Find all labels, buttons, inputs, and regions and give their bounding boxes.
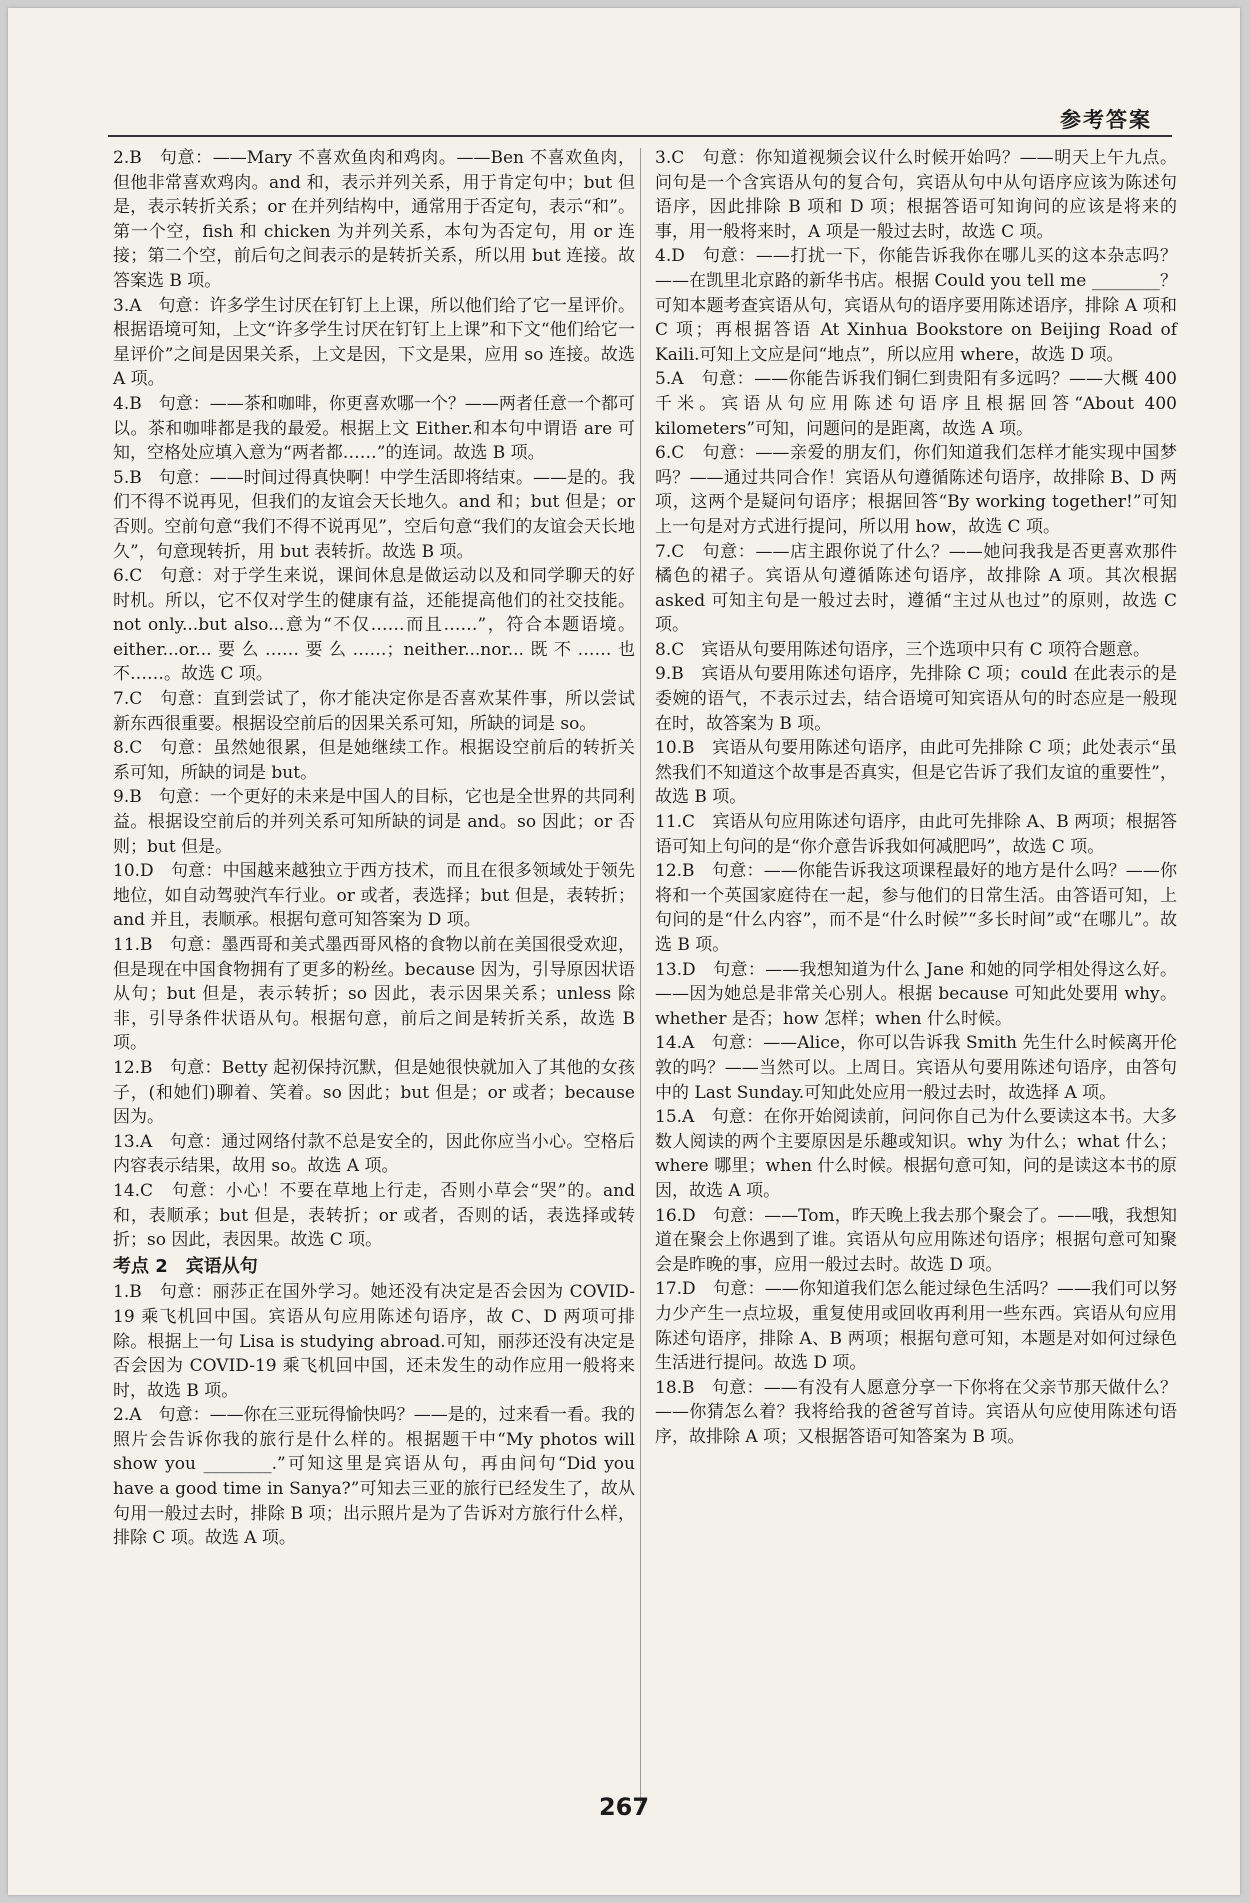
answer-item: 8.C 宾语从句要用陈述句语序，三个选项中只有 C 项符合题意。 bbox=[655, 639, 1151, 660]
answer-item: 2.B 句意：——Mary 不喜欢鱼肉和鸡肉。——Ben 不喜欢鱼肉，但他非常喜欢鸡肉。and 和，表示并列关系，用于肯定句中；but 但是，表示转折关系；or 在并列结构中，通常用于否定句，表示“和”。第一个空，fish 和 chicken 为并列关系，本句为否定句，用 or 连接；第二个空，前后句之间表示的是转折关系，所以用 but 连接。故答案选 B 项。 bbox=[113, 148, 635, 291]
answer-item: 5.B 句意：——时间过得真快啊！中学生活即将结束。——是的。我们不得不说再见，但我们的友谊会天长地久。and 和；but 但是；or 否则。空前句意“我们不得不说再见”，空后句意“我们的友谊会天长地久”，句意现转折，用 but 表转折。故选 B 项。 bbox=[113, 467, 635, 562]
answer-item: 14.C 句意：小心！不要在草地上行走，否则小草会“哭”的。and 和，表顺承；but 但是，表转折；or 或者，否则的话，表选择或转折；so 因此，表因果。故选 C 项。 bbox=[113, 1180, 635, 1251]
left-column bbox=[113, 146, 635, 1551]
answer-item: 3.C 句意：你知道视频会议什么时候开始吗？——明天上午九点。问句是一个含宾语从句的复合句，宾语从句中从句语序应该为陈述句语序，因此排除 B 项和 D 项；根据答语可知询问的应该是将来的事，用一般将来时，A 项是一般过去时，故选 C 项。 bbox=[655, 148, 1177, 242]
answer-item: 11.C 宾语从句应用陈述句语序，由此可先排除 A、B 两项；根据答语可知上句问的是“你介意告诉我如何减肥吗”，故选 C 项。 bbox=[655, 812, 1177, 857]
answer-item: 9.B 句意：一个更好的未来是中国人的目标，它也是全世界的共同利益。根据设空前后的并列关系可知所缺的词是 and。so 因此；or 否则；but 但是。 bbox=[113, 787, 635, 857]
answer-item: 17.D 句意：——你知道我们怎么能过绿色生活吗？——我们可以努力少产生一点垃圾，重复使用或回收再利用一些东西。宾语从句应用陈述句语序，排除 A、B 两项；根据句意可知，本题是对如何过绿色生活进行提问。故选 D 项。 bbox=[655, 1279, 1177, 1374]
answer-item: 14.A 句意：——Alice，你可以告诉我 Smith 先生什么时候离开伦敦的吗？——当然可以。上周日。宾语从句要用陈述句语序，由答句中的 Last Sunday.可知此处应用一般过去时，故选择 A 项。 bbox=[655, 1033, 1177, 1103]
answer-item: 13.D 句意：——我想知道为什么 Jane 和她的同学相处得这么好。——因为她总是非常关心别人。根据 because 可知此处要用 why。whether 是否；how 怎样；when 什么时候。 bbox=[655, 959, 1177, 1029]
page-number: 267 bbox=[598, 1793, 650, 1821]
right-column bbox=[655, 146, 1177, 1449]
answer-item: 11.B 句意：墨西哥和美式墨西哥风格的食物以前在美国很受欢迎，但是现在中国食物拥有了更多的粉丝。because 因为，引导原因状语从句；but 但是，表示转折；so 因此，表示因果关系；unless 除非，引导条件状语从句。根据句意，前后之间是转折关系，故选 B 项。 bbox=[113, 935, 635, 1054]
answer-item: 12.B 句意：——你能告诉我这项课程最好的地方是什么吗？——你将和一个英国家庭待在一起，参与他们的日常生活。由答语可知，上句问的是“什么内容”，而不是“什么时候”“多长时间”或“在哪儿”。故选 B 项。 bbox=[655, 861, 1177, 955]
answer-item: 5.A 句意：——你能告诉我们铜仁到贵阳有多远吗？——大概 400 千米。宾语从句应用陈述句语序且根据回答“About 400 kilometers”可知，问题问的是距离，故选 A 项。 bbox=[655, 369, 1177, 439]
answer-item: 4.B 句意：——茶和咖啡，你更喜欢哪一个？——两者任意一个都可以。茶和咖啡都是我的最爱。根据上文 Either.和本句中谓语 are 可知，空格处应填入意为“两者都……”的连词。故选 B 项。 bbox=[113, 393, 635, 464]
answer-key-page bbox=[8, 8, 1240, 1895]
section-title: 考点 2 宾语从句 bbox=[113, 1255, 258, 1277]
answer-item: 6.C 句意：对于学生来说，课间休息是做运动以及和同学聊天的好时机。所以，它不仅对学生的健康有益，还能提高他们的社交技能。not only...but also...意为“不仅……而且……”，符合本题语境。either...or...要么……要么……；neither...nor...既不……也不……。故选 C 项。 bbox=[113, 566, 635, 685]
answer-item: 12.B 句意：Betty 起初保持沉默，但是她很快就加入了其他的女孩子，(和她们)聊着、笑着。so 因此；but 但是；or 或者；because 因为。 bbox=[113, 1057, 635, 1128]
answer-item: 10.B 宾语从句要用陈述句语序，由此可先排除 C 项；此处表示“虽然我们不知道这个故事是否真实，但是它告诉了我们友谊的重要性”，故选 B 项。 bbox=[655, 738, 1177, 808]
answer-item: 8.C 句意：虽然她很累，但是她继续工作。根据设空前后的转折关系可知，所缺的词是 but。 bbox=[113, 738, 635, 783]
answer-item: 3.A 句意：许多学生讨厌在钉钉上上课，所以他们给了它一星评价。根据语境可知，上文“许多学生讨厌在钉钉上上课”和下文“他们给它一星评价”之间是因果关系，上文是因，下文是果，应用 so 连接。故选 A 项。 bbox=[113, 295, 635, 390]
answer-item: 2.A 句意：——你在三亚玩得愉快吗？——是的，过来看一看。我的照片会告诉你我的旅行是什么样的。根据题干中“My photos will show you ________.”可知这里是宾语从句，再由问句“Did you have a good time in Sanya?”可知去三亚的旅行已经发生了，故从句用一般过去时，排除 B 项；出示照片是为了告诉对方旅行什么样，排除 C 项。故选 A 项。 bbox=[113, 1405, 635, 1549]
answer-item: 10.D 句意：中国越来越独立于西方技术，而且在很多领域处于领先地位，如自动驾驶汽车行业。or 或者，表选择；but 但是，表转折；and 并且，表顺承。根据句意可知答案为 D 项。 bbox=[113, 861, 635, 931]
header-rule bbox=[108, 135, 1172, 137]
answer-item: 7.C 句意：直到尝试了，你才能决定你是否喜欢某件事，所以尝试新东西很重要。根据设空前后的因果关系可知，所缺的词是 so。 bbox=[113, 689, 635, 734]
answer-item: 9.B 宾语从句要用陈述句语序，先排除 C 项；could 在此表示的是委婉的语气，不表示过去，结合语境可知宾语从句的时态应是一般现在时，故答案为 B 项。 bbox=[655, 664, 1177, 734]
answer-item: 18.B 句意：——有没有人愿意分享一下你将在父亲节那天做什么？——你猜怎么着？我将给我的爸爸写首诗。宾语从句应使用陈述句语序，故排除 A 项；又根据答语可知答案为 B 项。 bbox=[655, 1377, 1177, 1447]
header-label: 参考答案 bbox=[1060, 108, 1152, 132]
answer-item: 16.D 句意：——Tom，昨天晚上我去那个聚会了。——哦，我想知道在聚会上你遇到了谁。宾语从句应用陈述句语序；根据句意可知聚会是昨晚的事，应用一般过去时。故选 D 项。 bbox=[655, 1205, 1177, 1275]
answer-item: 15.A 句意：在你开始阅读前，问问你自己为什么要读这本书。大多数人阅读的两个主要原因是乐趣或知识。why 为什么；what 什么；where 哪里；when 什么时候。根据句意可知，问的是读这本书的原因，故选 A 项。 bbox=[655, 1107, 1177, 1201]
answer-item: 4.D 句意：——打扰一下，你能告诉我你在哪儿买的这本杂志吗？——在凯里北京路的新华书店。根据 Could you tell me ________？可知本题考查宾语从句，宾语从句的语序要用陈述语序，排除 A 项和 C 项；再根据答语 At Xinhua Bookstore on Beijing Road of Kaili.可知上文应是问“地点”，所以应用 where，故选 D 项。 bbox=[655, 246, 1177, 365]
answer-item: 6.C 句意：——亲爱的朋友们，你们知道我们怎样才能实现中国梦吗？——通过共同合作！宾语从句遵循陈述句语序，故排除 B、D 两项，这两个是疑问句语序；根据回答“By working together!”可知上一句是对方式进行提问，所以用 how，故选 C 项。 bbox=[655, 443, 1177, 537]
answer-item: 13.A 句意：通过网络付款不总是安全的，因此你应当小心。空格后内容表示结果，故用 so。故选 A 项。 bbox=[113, 1131, 635, 1177]
answer-item: 1.B 句意：丽莎正在国外学习。她还没有决定是否会因为 COVID-19 乘飞机回中国。宾语从句应用陈述句语序，故 C、D 两项可排除。根据上一句 Lisa is studying abroad.可知，丽莎还没有决定是否会因为 COVID-19 乘飞机回中国，还未发生的动作应用一般将来时，故选 B 项。 bbox=[113, 1282, 635, 1401]
answer-item: 7.C 句意：——店主跟你说了什么？——她问我我是否更喜欢那件橘色的裙子。宾语从句遵循陈述句语序，故排除 A 项。其次根据 asked 可知主句是一般过去时，遵循“主过从也过”的原则，故选 C 项。 bbox=[655, 541, 1177, 636]
column-divider bbox=[640, 148, 641, 1803]
